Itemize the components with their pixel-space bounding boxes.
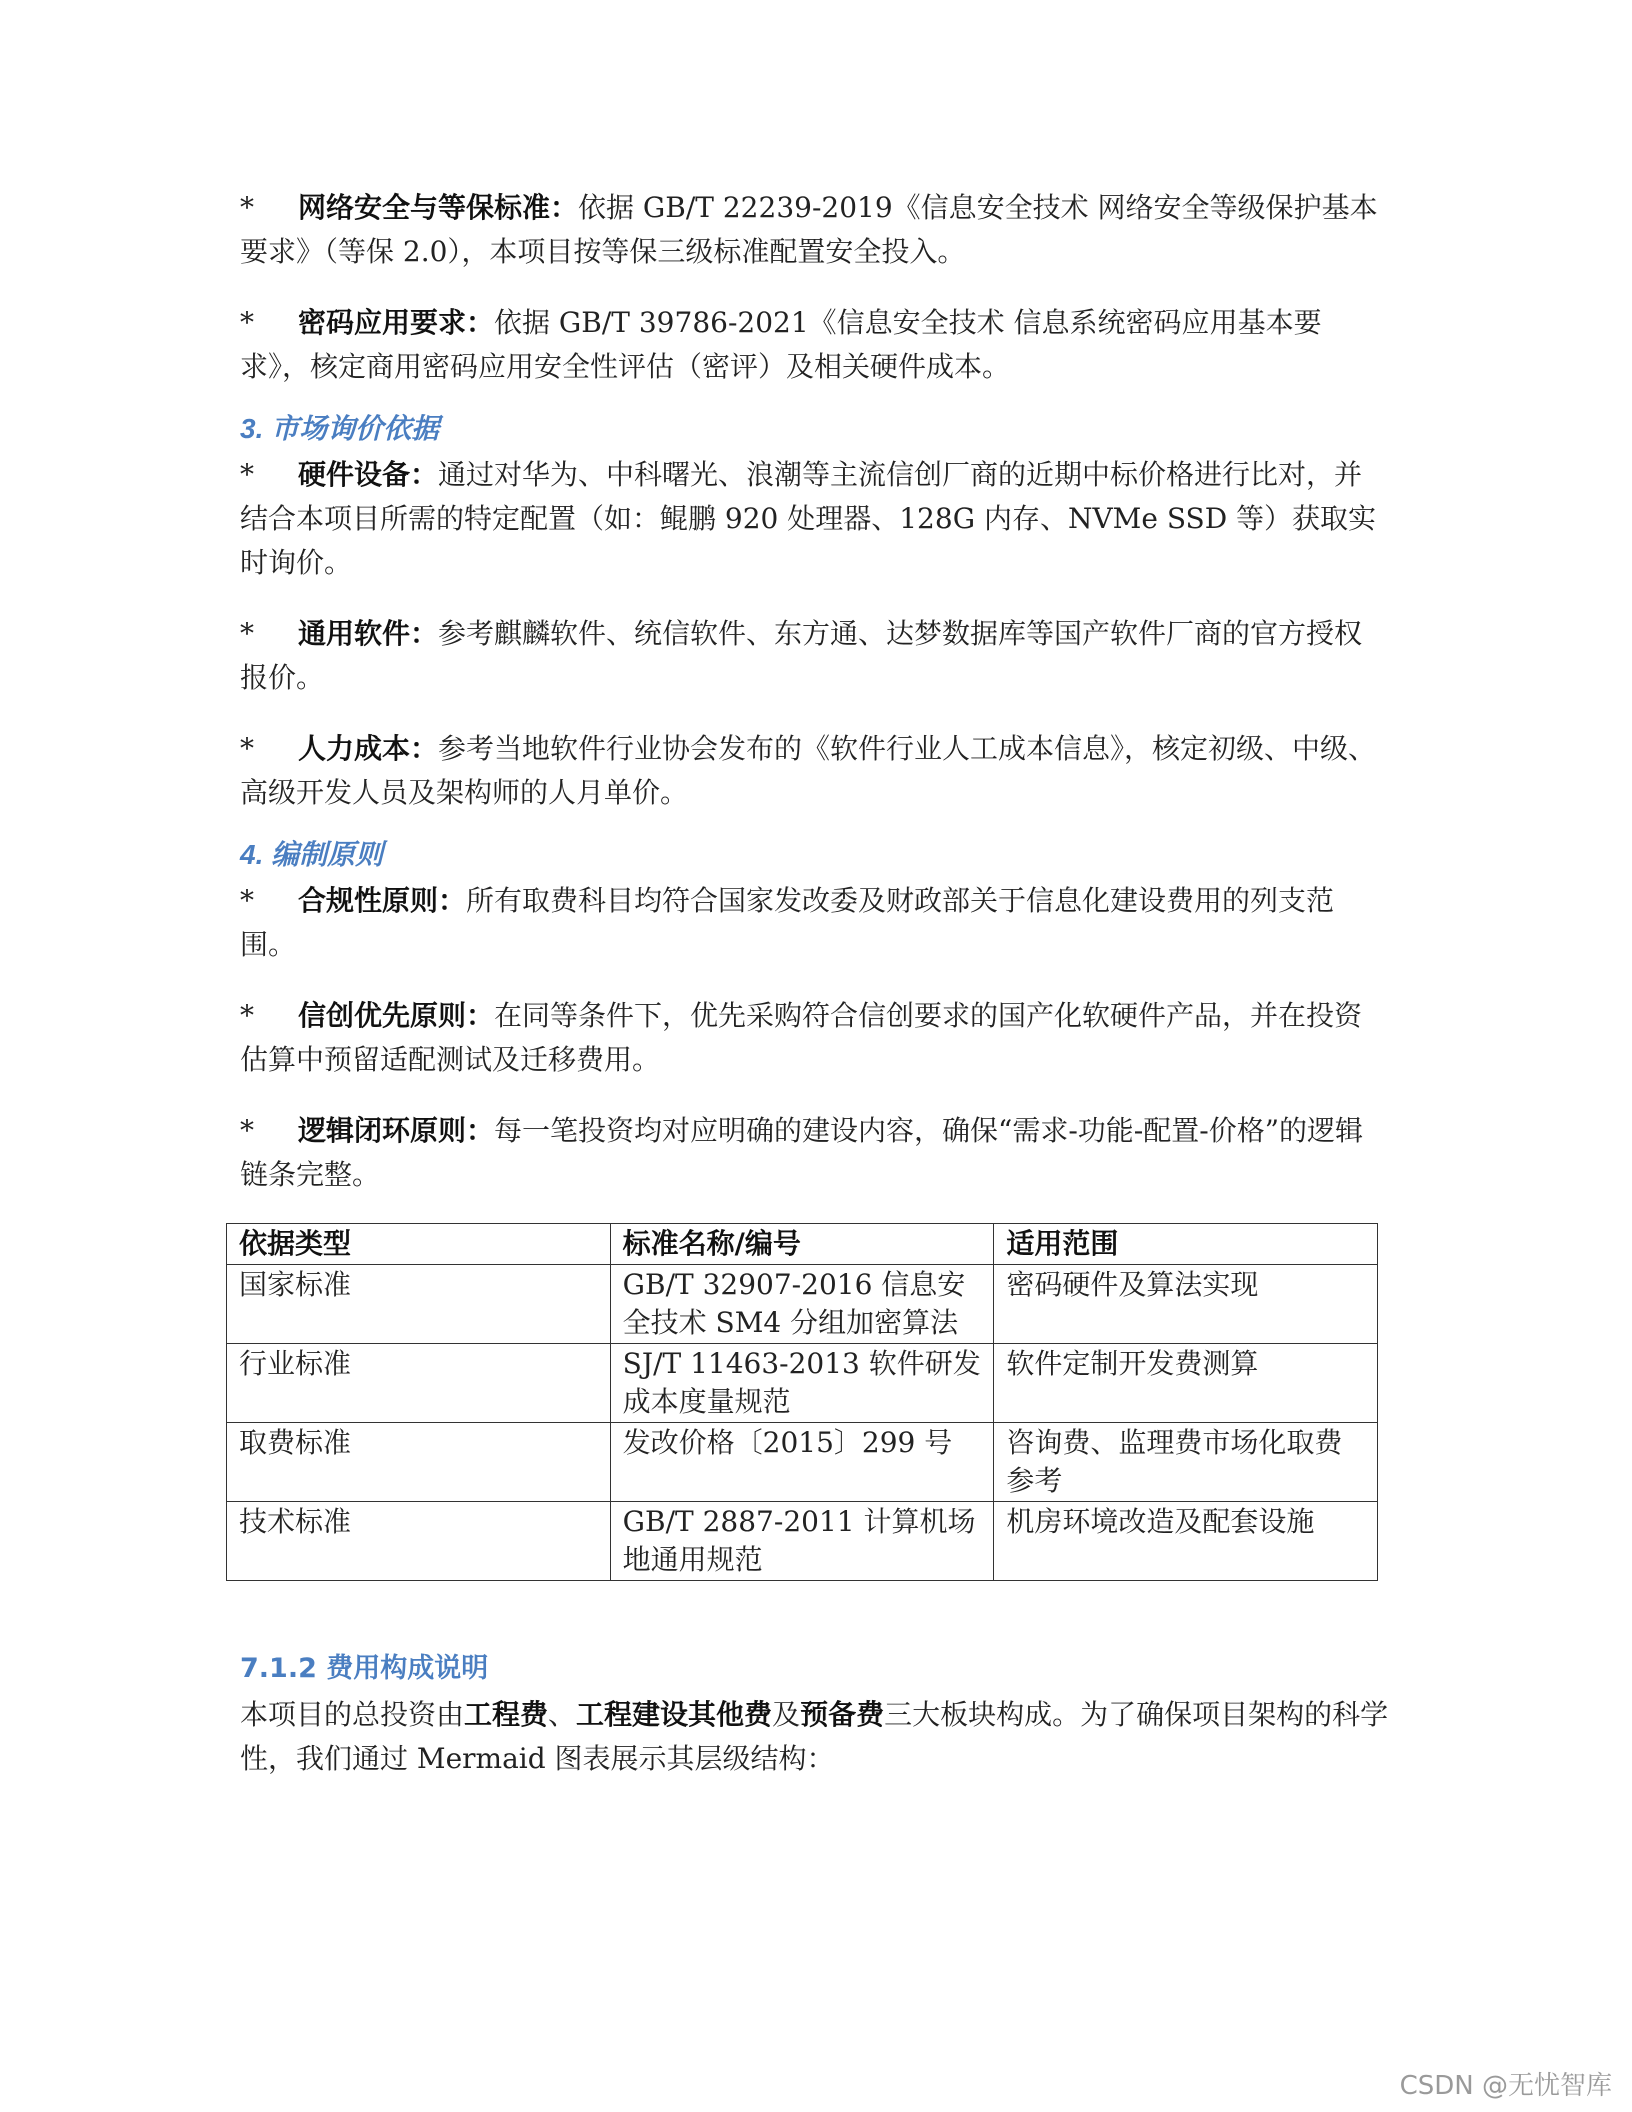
item-text: 每一笔投资均对应明确的建设内容，确保“需求-功能-配置-价格”的逻辑链条完整。 [240, 1114, 1364, 1191]
cost-composition-paragraph [240, 1693, 1390, 1781]
bullet-star: * [240, 617, 254, 650]
table-cell: 取费标准 [227, 1423, 611, 1502]
item-text: 参考当地软件行业协会发布的《软件行业人工成本信息》，核定初级、中级、高级开发人员及架构师的人月单价。 [240, 732, 1377, 809]
item-text: 所有取费科目均符合国家发改委及财政部关于信息化建设费用的列支范围。 [240, 884, 1335, 961]
para-text: 三大板块构成。为了确保项目架构的科学性，我们通过 Mermaid 图表展示其层级结构： [240, 1698, 1389, 1775]
para-bold: 工程费 [464, 1698, 549, 1731]
item-label: 网络安全与等保标准： [298, 191, 579, 224]
bullet-star: * [240, 884, 254, 917]
table-header-cell: 依据类型 [227, 1224, 611, 1265]
table-header-cell: 标准名称/编号 [610, 1224, 994, 1265]
table-row [227, 1423, 1378, 1502]
item-text: 在同等条件下，优先采购符合信创要求的国产化软硬件产品，并在投资估算中预留适配测试及迁移费用。 [240, 999, 1363, 1076]
bullet-star: * [240, 306, 254, 339]
bullet-star: * [240, 732, 254, 765]
item-label: 人力成本： [298, 732, 439, 765]
table-cell: SJ/T 11463-2013 软件研发成本度量规范 [610, 1344, 994, 1423]
item-label: 逻辑闭环原则： [298, 1114, 495, 1147]
bullet-star: * [240, 458, 254, 491]
table-cell: 发改价格〔2015〕299 号 [610, 1423, 994, 1502]
item-text: 依据 GB/T 22239-2019《信息安全技术 网络安全等级保护基本要求》（等保 2.0），本项目按等保三级标准配置安全投入。 [240, 191, 1378, 268]
section-heading-4: 4. 编制原则 [240, 839, 384, 870]
para-bold: 工程建设其他费 [576, 1698, 773, 1731]
list-item [240, 994, 1390, 1082]
list-item [240, 612, 1390, 700]
list-item [240, 453, 1390, 585]
table-cell: 软件定制开发费测算 [994, 1344, 1378, 1423]
item-label: 通用软件： [298, 617, 439, 650]
list-item [240, 186, 1390, 274]
item-text: 通过对华为、中科曙光、浪潮等主流信创厂商的近期中标价格进行比对，并结合本项目所需的特定配置（如：鲲鹏 920 处理器、128G 内存、NVMe SSD 等）获取实时询价。 [240, 458, 1377, 579]
table-cell: GB/T 32907-2016 信息安全技术 SM4 分组加密算法 [610, 1265, 994, 1344]
table-cell: 机房环境改造及配套设施 [994, 1502, 1378, 1581]
table-header-cell: 适用范围 [994, 1224, 1378, 1265]
bullet-star: * [240, 1114, 254, 1147]
list-item [240, 1109, 1390, 1197]
table-row [227, 1344, 1378, 1423]
standards-table [226, 1223, 1378, 1581]
bullet-star: * [240, 191, 254, 224]
para-text: 、 [548, 1698, 577, 1731]
item-label: 信创优先原则： [298, 999, 495, 1032]
para-text: 及 [772, 1698, 801, 1731]
table-row [227, 1265, 1378, 1344]
table-cell: 技术标准 [227, 1502, 611, 1581]
document-content [240, 186, 1390, 1781]
para-bold: 预备费 [800, 1698, 885, 1731]
para-text: 本项目的总投资由 [240, 1698, 465, 1731]
section-heading-3: 3. 市场询价依据 [240, 413, 440, 444]
table-cell: 咨询费、监理费市场化取费参考 [994, 1423, 1378, 1502]
item-label: 合规性原则： [298, 884, 467, 917]
table-header-row [227, 1224, 1378, 1265]
table-cell: GB/T 2887-2011 计算机场地通用规范 [610, 1502, 994, 1581]
list-item [240, 879, 1390, 967]
list-item [240, 301, 1390, 389]
item-label: 硬件设备： [298, 458, 439, 491]
table-cell: 行业标准 [227, 1344, 611, 1423]
item-label: 密码应用要求： [298, 306, 495, 339]
table-cell: 密码硬件及算法实现 [994, 1265, 1378, 1344]
watermark: CSDN @无忧智库 [1399, 2071, 1612, 2101]
item-text: 参考麒麟软件、统信软件、东方通、达梦数据库等国产软件厂商的官方授权报价。 [240, 617, 1363, 694]
table-cell: 国家标准 [227, 1265, 611, 1344]
table-row [227, 1502, 1378, 1581]
section-heading-7-1-2: 7.1.2 费用构成说明 [240, 1653, 489, 1684]
item-text: 依据 GB/T 39786-2021《信息安全技术 信息系统密码应用基本要求》，核定商用密码应用安全性评估（密评）及相关硬件成本。 [240, 306, 1322, 383]
bullet-star: * [240, 999, 254, 1032]
list-item [240, 727, 1390, 815]
